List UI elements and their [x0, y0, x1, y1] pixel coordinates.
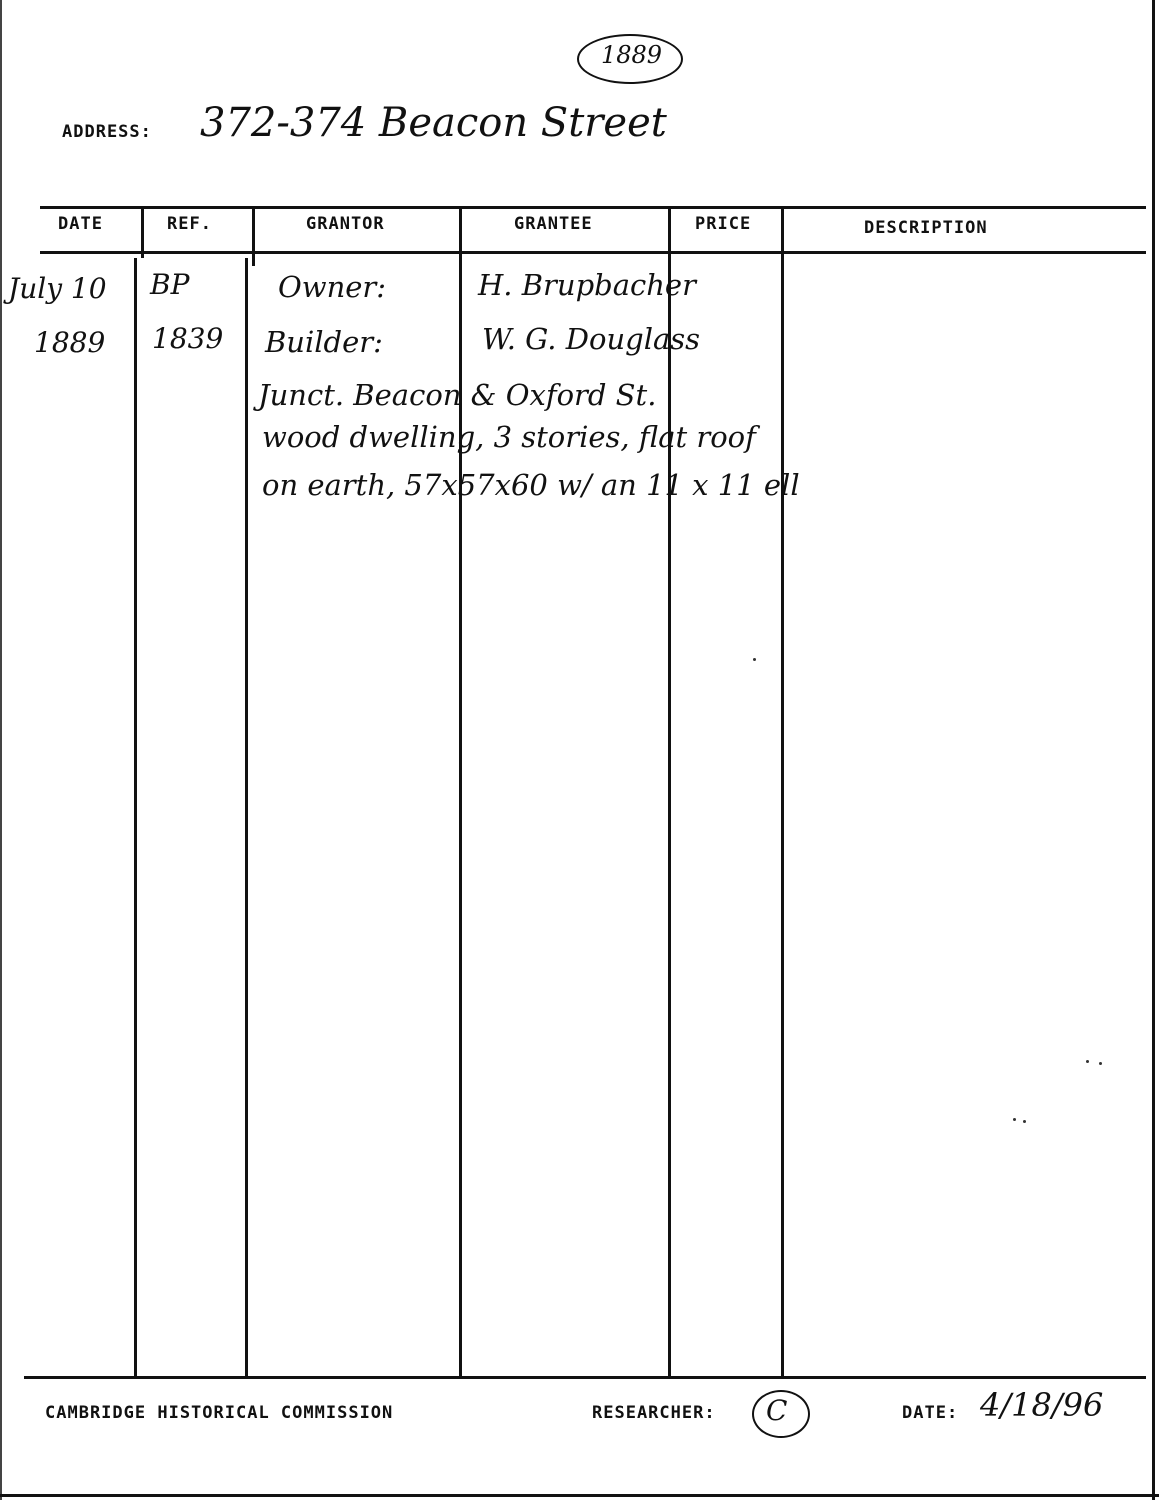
speck: [753, 658, 756, 661]
divider-ref-grantor: [245, 258, 248, 1376]
entry-date-year: 1889: [34, 326, 106, 359]
divider-grantee-price: [668, 206, 671, 1376]
entry-description-line2: on earth, 57x57x60 w/ an 11 x 11 ell: [262, 468, 800, 502]
divider-price-description: [781, 206, 784, 1376]
speck: [1013, 1118, 1016, 1121]
divider-date-ref-head: [141, 206, 144, 258]
footer-date-label: DATE:: [902, 1403, 959, 1423]
entry-ref-number: 1839: [152, 322, 224, 355]
speck: [1023, 1120, 1026, 1123]
speck: [1099, 1062, 1102, 1065]
column-header-price: PRICE: [695, 214, 752, 234]
column-header-description: DESCRIPTION: [864, 218, 988, 238]
entry-date-month-day: July 10: [8, 272, 107, 305]
column-header-date: DATE: [58, 214, 103, 234]
entry-grantee-owner: H. Brupbacher: [478, 268, 696, 302]
page-edge-left: [0, 0, 2, 1500]
researcher-initial: C: [766, 1394, 788, 1427]
divider-date-ref: [134, 258, 137, 1376]
column-header-grantor: GRANTOR: [306, 214, 385, 234]
year-badge-text: 1889: [601, 41, 663, 69]
entry-grantor-owner-label: Owner:: [278, 270, 387, 304]
page-edge-bottom: [0, 1494, 1159, 1497]
entry-description-line1: wood dwelling, 3 stories, flat roof: [262, 420, 756, 454]
divider-ref-grantor-head: [252, 206, 255, 266]
researcher-label: RESEARCHER:: [592, 1403, 716, 1423]
year-badge: [577, 34, 683, 84]
column-header-grantee: GRANTEE: [514, 214, 593, 234]
table-bottom-rule: [24, 1376, 1146, 1379]
entry-grantor-builder-label: Builder:: [265, 325, 383, 359]
address-value: 372-374 Beacon Street: [200, 100, 667, 146]
table-top-rule: [40, 206, 1146, 209]
footer-date-value: 4/18/96: [980, 1386, 1104, 1424]
researcher-initial-circle: [752, 1390, 810, 1438]
column-header-ref: REF.: [167, 214, 212, 234]
footer-organization: CAMBRIDGE HISTORICAL COMMISSION: [45, 1403, 394, 1423]
entry-location: Junct. Beacon & Oxford St.: [258, 378, 657, 412]
header-bottom-rule: [40, 251, 1146, 254]
entry-grantee-builder: W. G. Douglass: [482, 322, 701, 356]
entry-ref-type: BP: [150, 268, 190, 301]
speck: [1086, 1060, 1089, 1063]
address-label: ADDRESS:: [62, 122, 152, 142]
page-edge-right: [1152, 0, 1155, 1500]
